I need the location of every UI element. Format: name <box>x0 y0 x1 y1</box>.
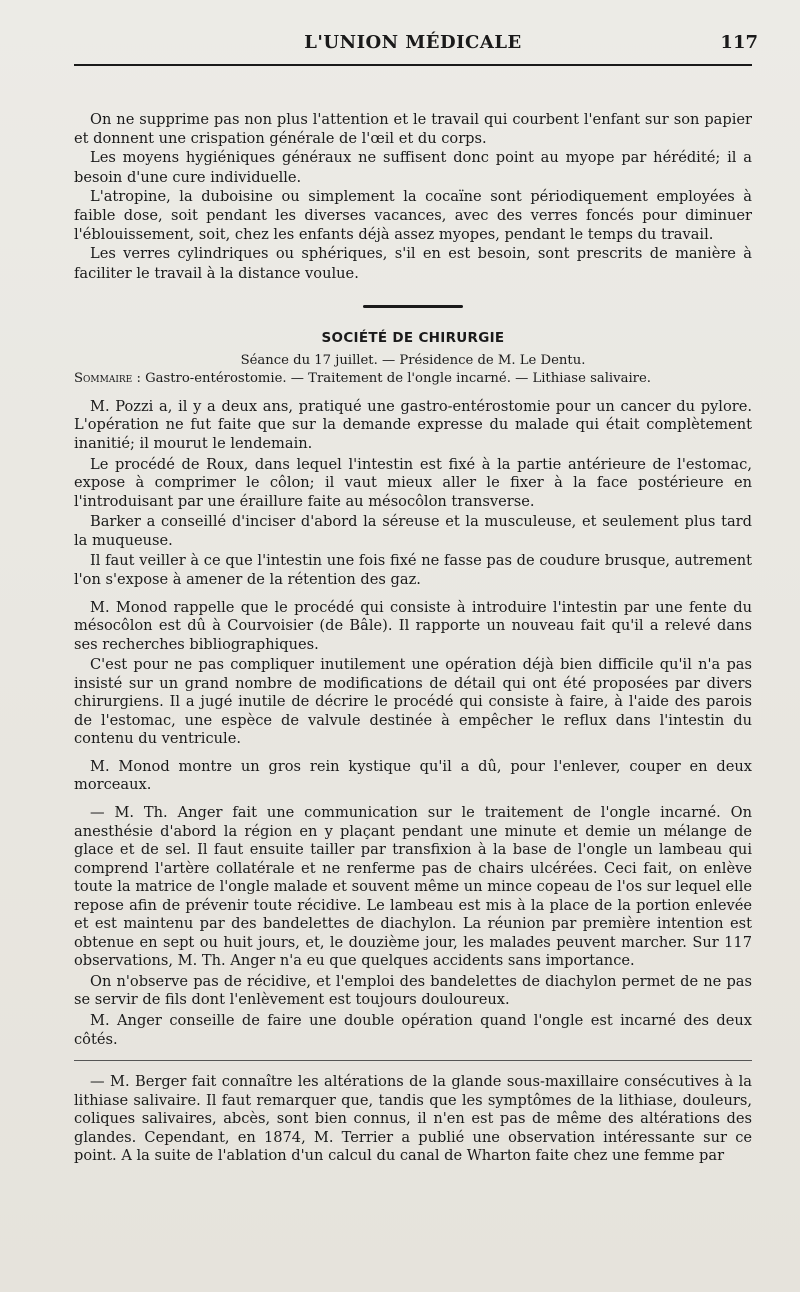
divider <box>74 1060 752 1061</box>
paragraph: Les verres cylindriques ou sphériques, s'il en est besoin, sont prescrits de manière à faciliter le travail à la distance voulue. <box>74 245 752 282</box>
journal-title: L'UNION MÉDICALE <box>304 32 522 53</box>
section-separator <box>363 305 463 308</box>
paragraph: Les moyens hygiéniques généraux ne suffisent donc point au myope par hérédité; il a besoin d'une cure individuelle. <box>74 149 752 186</box>
paragraph: Il faut veiller à ce que l'intestin une fois fixé ne fasse pas de coudure brusque, autrement l'on s'expose à amener de la rétention des gaz. <box>74 552 752 588</box>
sommaire-label: Sommaire <box>74 370 133 386</box>
paragraph: M. Monod montre un gros rein kystique qu'il a dû, pour l'enlever, couper en deux morceaux. <box>74 757 752 794</box>
section-meta <box>74 352 752 388</box>
sommaire-line <box>74 370 752 388</box>
paragraph: M. Anger conseille de faire une double opération quand l'ongle est incarné des deux côtés. <box>74 1012 752 1048</box>
running-header <box>74 30 758 66</box>
page-number: 117 <box>720 32 758 53</box>
intro-text <box>74 110 752 283</box>
paragraph: On ne supprime pas non plus l'attention et le travail qui courbent l'enfant sur son papier et donnent une crispation générale de l'œil et du corps. <box>74 111 752 148</box>
paragraph: C'est pour ne pas compliquer inutilement une opération déjà bien difficile qu'il n'a pas insisté sur un grand nombre de modifications de détail qui ont été proposées par divers chirurgiens. Il a jugé inutile de décrire le procédé qui consiste à faire, à l'aide des parois de l'estomac, une espèce de valvule destinée à empêcher le reflux dans l'intestin du contenu du ventricule. <box>74 656 752 748</box>
paragraph: M. Monod rappelle que le procédé qui consiste à introduire l'intestin par une fente du mésocôlon est dû à Courvoisier (de Bâle). Il rapporte un nouveau fait qu'il a relevé dans ses recherches bibliographiques. <box>74 598 752 653</box>
paragraph: — M. Berger fait connaître les altérations de la glande sous-maxillaire consécutives à la lithiase salivaire. Il faut remarquer que, tandis que les symptômes de la lithiase, douleurs, coliques salivaires, abcès, sont bien connus, il n'en est pas de même des altérations des glandes. Cependant, en 1874, M. Terrier a publié une observation intéressante sur ce point. A la suite de l'ablation d'un calcul du canal de Wharton faite chez une femme par <box>74 1073 752 1165</box>
section-title: SOCIÉTÉ DE CHIRURGIE <box>321 329 505 346</box>
paragraph: On n'observe pas de récidive, et l'emploi des bandelettes de diachylon permet de ne pas se servir de fils dont l'enlèvement est toujours douloureux. <box>74 972 752 1009</box>
paragraph: M. Pozzi a, il y a deux ans, pratiqué une gastro-entérostomie pour un cancer du pylore. L'opération ne fut faite que sur la demande expresse du malade qui était complètement inanitié; il mourut le lendemain. <box>74 397 752 452</box>
paragraph: L'atropine, la duboisine ou simplement la cocaïne sont périodiquement employées à faible dose, soit pendant les diverses vacances, avec des verres foncés pour diminuer l'éblouissement, soit, chez les enfants déjà assez myopes, pendant le temps du travail. <box>74 187 752 244</box>
seance-line: Séance du 17 juillet. — Présidence de M. Le Dentu. <box>240 352 586 368</box>
paragraph: — M. Th. Anger fait une communication sur le traitement de l'ongle incarné. On anesthésie d'abord la région en y plaçant pendant une minute et demie un mélange de glace et de sel. Il faut ensuite tailler par transfixion à la base de l'ongle un lambeau qui comprend l'artère collatérale et ne renferme pas de chairs ulcérées. Ceci fait, on enlève toute la matrice de l'ongle malade et souvent même un mince copeau de l'os sur lequel elle repose afin de prévenir toute récidive. Le lambeau est mis à la place de la portion enlevée et est maintenu par des bandelettes de diachylon. La réunion par première intention est obtenue en sept ou huit jours, et, le douzième jour, les malades peuvent marcher. Sur 117 observations, M. Th. Anger n'a eu que quelques accidents sans importance. <box>74 804 752 970</box>
minutes-body <box>74 398 752 1049</box>
sommaire-text: : Gastro-entérostomie. — Traitement de l'ongle incarné. — Lithiase salivaire. <box>132 370 651 386</box>
paragraph: Le procédé de Roux, dans lequel l'intestin est fixé à la partie antérieure de l'estomac, expose à comprimer le côlon; il vaut mieux aller le fixer à la face postérieure en l'introduisant par une éraillure faite au mésocôlon transverse. <box>74 455 752 510</box>
paragraph: Barker a conseillé d'inciser d'abord la séreuse et la musculeuse, et seulement plus tard la muqueuse. <box>74 513 752 549</box>
